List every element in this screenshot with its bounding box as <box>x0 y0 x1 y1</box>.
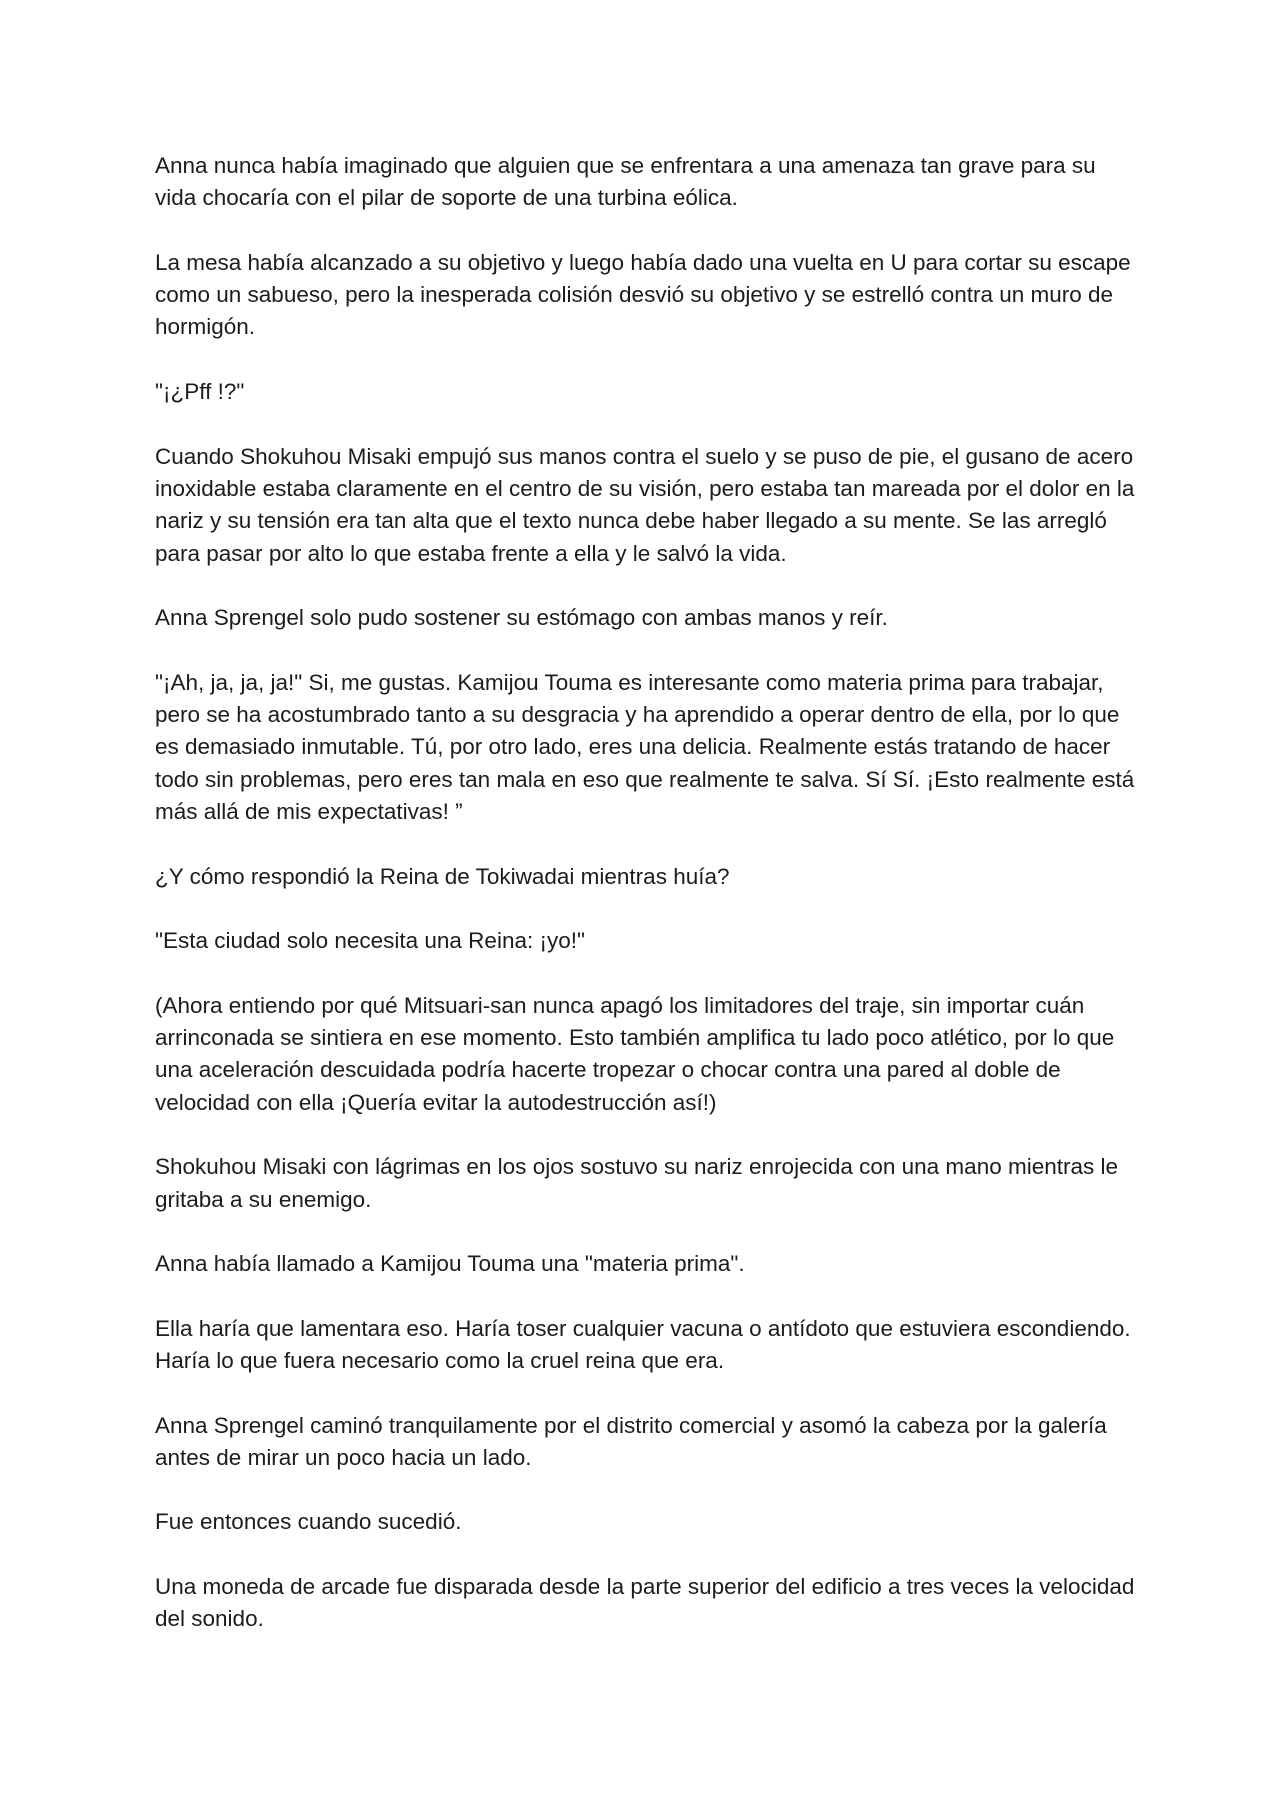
paragraph: "Esta ciudad solo necesita una Reina: ¡yo!" <box>155 928 585 954</box>
paragraph: La mesa había alcanzado a su objetivo y luego había dado una vuelta en U para cortar su escape como un sabueso, pero la inesperada colisión desvió su objetivo y se estrelló contra un muro de hormigón. <box>155 249 1131 340</box>
paragraph: Shokuhou Misaki con lágrimas en los ojos sostuvo su nariz enrojecida con una mano mientras le gritaba a su enemigo. <box>155 1154 1119 1212</box>
paragraph: Anna había llamado a Kamijou Touma una "materia prima". <box>155 1251 745 1277</box>
paragraph: Anna Sprengel solo pudo sostener su estómago con ambas manos y reír. <box>155 605 888 631</box>
paragraph: Fue entonces cuando sucedió. <box>155 1509 462 1535</box>
paragraph: Anna nunca había imaginado que alguien que se enfrentara a una amenaza tan grave para su vida chocaría con el pilar de soporte de una turbina eólica. <box>155 153 1096 211</box>
paragraph: Cuando Shokuhou Misaki empujó sus manos contra el suelo y se puso de pie, el gusano de acero inoxidable estaba claramente en el centro de su visión, pero estaba tan mareada por el dolor en la nariz y su tensión era tan alta que el texto nunca debe haber llegado a su mente. Se las arregló para pasar por alto lo que estaba frente a ella y le salvó la vida. <box>155 443 1135 566</box>
paragraph: Una moneda de arcade fue disparada desde la parte superior del edificio a tres veces la velocidad del sonido. <box>155 1574 1135 1632</box>
paragraph: "¡Ah, ja, ja, ja!" Si, me gustas. Kamijou Touma es interesante como materia prima para trabajar, pero se ha acostumbrado tanto a su desgracia y ha aprendido a operar dentro de ella, por lo que es demasiado inmutable. Tú, por otro lado, eres una delicia. Realmente estás tratando de hacer todo sin problemas, pero eres tan mala en eso que realmente te salva. Sí Sí. ¡Esto realmente está más allá de mis expectativas! ” <box>155 669 1135 824</box>
paragraph: Ella haría que lamentara eso. Haría toser cualquier vacuna o antídoto que estuviera escondiendo. Haría lo que fuera necesario como la cruel reina que era. <box>155 1315 1131 1373</box>
document-page <box>155 150 1135 1668</box>
paragraph: ¿Y cómo respondió la Reina de Tokiwadai mientras huía? <box>155 863 730 889</box>
paragraph: "¡¿Pff !?" <box>155 379 245 405</box>
paragraph: Anna Sprengel caminó tranquilamente por el distrito comercial y asomó la cabeza por la galería antes de mirar un poco hacia un lado. <box>155 1412 1107 1470</box>
paragraph: (Ahora entiendo por qué Mitsuari-san nunca apagó los limitadores del traje, sin importar cuán arrinconada se sintiera en ese momento. Esto también amplifica tu lado poco atlético, por lo que una aceleración descuidada podría hacerte tropezar o chocar contra una pared al doble de velocidad con ella ¡Quería evitar la autodestrucción así!) <box>155 992 1115 1115</box>
